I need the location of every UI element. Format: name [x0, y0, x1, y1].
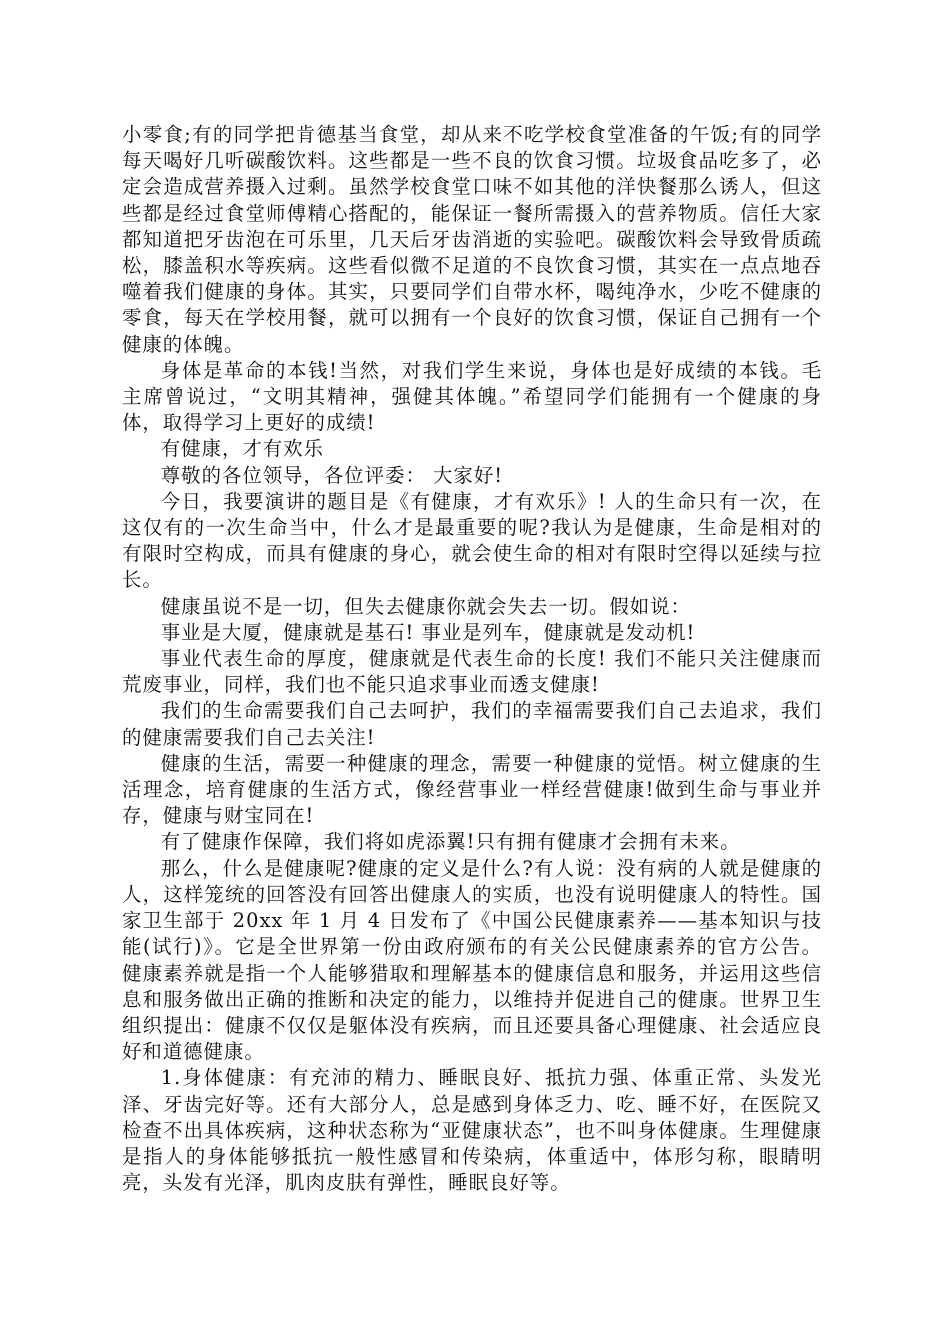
- paragraph-diet-habits: 小零食;有的同学把肯德基当食堂，却从来不吃学校食堂准备的午饭;有的同学每天喝好几听碳酸饮料。这些都是一些不良的饮食习惯。垃圾食品吃多了，必定会造成营养摄入过剩。虽然学校食堂口味不如其他的洋快餐那么诱人，但这些都是经过食堂师傅精心搭配的，能保证一餐所需摄入的营养物质。信任大家都知道把牙齿泡在可乐里，几天后牙齿消逝的实验吧。碳酸饮料会导致骨质疏松，膝盖积水等疾病。这些看似微不足道的不良饮食习惯，其实在一点点地吞噬着我们健康的身体。其实，只要同学们自带水杯，喝纯净水，少吃不健康的零食，每天在学校用餐，就可以拥有一个良好的饮食习惯，保证自己拥有一个健康的体魄。: [122, 123, 822, 356]
- paragraph-care-yourself: 我们的生命需要我们自己去呵护，我们的幸福需要我们自己去追求，我们的健康需要我们自己去关注!: [122, 699, 822, 749]
- speech-title: 有健康，才有欢乐: [160, 437, 324, 461]
- paragraph-future: 有了健康作保障，我们将如虎添翼!只有拥有健康才会拥有未来。: [160, 830, 741, 854]
- paragraph-physical-health: 1.身体健康：有充沛的精力、睡眠良好、抵抗力强、体重正常、头发光泽、牙齿完好等。还有大部分人，总是感到身体乏力、吃、睡不好，在医院又检查不出具体疾病，这种状态称为“亚健康状态”，也不叫身体健康。生理健康是指人的身体能够抵抗一般性感冒和传染病，体重适中，体形匀称，眼睛明亮，头发有光泽，肌肉皮肤有弹性，睡眠良好等。: [122, 1066, 822, 1195]
- speech-greeting: 尊敬的各位领导，各位评委： 大家好!: [160, 463, 504, 487]
- paragraph-health-everything: 健康虽说不是一切，但失去健康你就会失去一切。假如说：: [160, 594, 691, 618]
- paragraph-body-capital: 身体是革命的本钱!当然，对我们学生来说，身体也是好成绩的本钱。毛主席曾说过，“文明其精神，强健其体魄。”希望同学们能拥有一个健康的身体，取得学习上更好的成绩!: [122, 358, 822, 435]
- paragraph-healthy-living: 健康的生活，需要一种健康的理念，需要一种健康的觉悟。树立健康的生活理念，培育健康的生活方式，像经营事业一样经营健康!做到生命与事业并存，健康与财宝同在!: [122, 751, 822, 828]
- paragraph-speech-intro: 今日，我要演讲的题目是《有健康，才有欢乐》! 人的生命只有一次，在这仅有的一次生命当中，什么才是最重要的呢?我认为是健康，生命是相对的有限时空构成，而具有健康的身心，就会使生命的相对有限时空得以延续与拉长。: [122, 489, 822, 592]
- paragraph-career-foundation: 事业是大厦，健康就是基石! 事业是列车，健康就是发动机!: [160, 620, 696, 644]
- document-body: [122, 122, 822, 1196]
- paragraph-life-thickness: 事业代表生命的厚度，健康就是代表生命的长度! 我们不能只关注健康而荒废事业，同样，我们也不能只追求事业而透支健康!: [122, 647, 822, 697]
- paragraph-health-definition: 那么，什么是健康呢?健康的定义是什么?有人说：没有病的人就是健康的人，这样笼统的回答没有回答出健康人的实质，也没有说明健康人的特性。国家卫生部于 20xx 年 1 月 4 日发布了《中国公民健康素养——基本知识与技能(试行)》。它是全世界第一份由政府颁布的有关公民健康素养的官方公告。健康素养就是指一个人能够猎取和理解基本的健康信息和服务，并运用这些信息和服务做出正确的推断和决定的能力，以维持并促进自己的健康。世界卫生组织提出：健康不仅仅是躯体没有疾病，而且还要具备心理健康、社会适应良好和道德健康。: [122, 856, 822, 1064]
